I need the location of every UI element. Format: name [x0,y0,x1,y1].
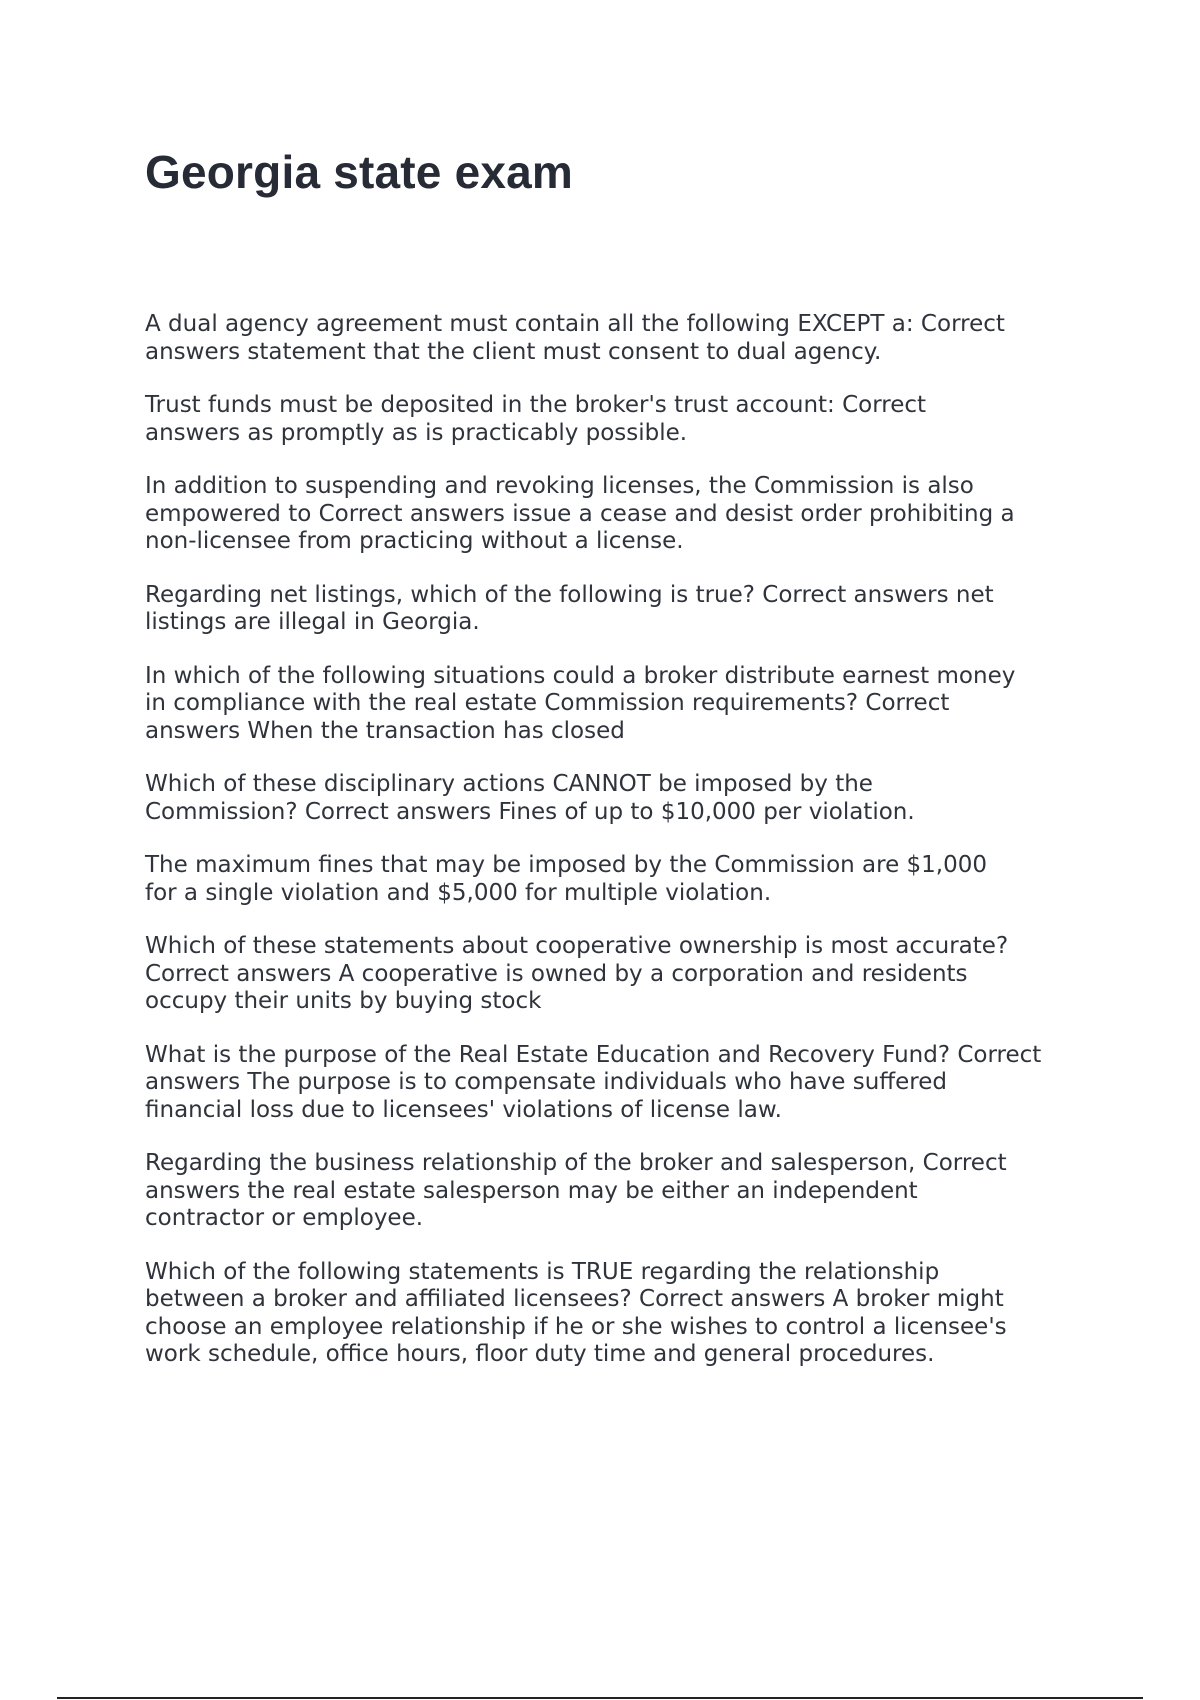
qa-item: In addition to suspending and revoking licenses, the Commission is also empowered to Correct answers issue a cease and desist order prohibiting a non-licensee from practicing without a license. [145,473,1015,554]
qa-item: Which of the following statements is TRUE regarding the relationship between a broker and affiliated licensees? Correct answers A broker might choose an employee relationship if he or she wishes to control a licensee's work schedule, office hours, floor duty time and general procedures. [145,1258,1007,1367]
qa-item: A dual agency agreement must contain all the following EXCEPT a: Correct answers statement that the client must consent to dual agency. [145,311,1005,365]
qa-list [145,311,1095,1395]
page-title: Georgia state exam [145,146,574,198]
qa-item: In which of the following situations could a broker distribute earnest money in compliance with the real estate Commission requirements? Correct answers When the transaction has closed [145,662,1016,744]
qa-item: Regarding the business relationship of the broker and salesperson, Correct answers the real estate salesperson may be either an independent contractor or employee. [145,1150,1007,1231]
qa-item: Which of these statements about cooperative ownership is most accurate? Correct answers A cooperative is owned by a corporation and residents occupy their units by buying stock [145,933,1009,1014]
qa-item: Which of these disciplinary actions CANNOT be imposed by the Commission? Correct answers Fines of up to $10,000 per violation. [145,771,915,825]
qa-item: Regarding net listings, which of the following is true? Correct answers net listings are illegal in Georgia. [145,581,994,635]
bottom-divider [57,1697,1143,1699]
qa-item: Trust funds must be deposited in the broker's trust account: Correct answers as promptly as is practicably possible. [145,392,927,446]
qa-item: The maximum fines that may be imposed by the Commission are $1,000 for a single violation and $5,000 for multiple violation. [145,852,988,906]
qa-item: What is the purpose of the Real Estate Education and Recovery Fund? Correct answers The purpose is to compensate individuals who have suffered financial loss due to licensees' violations of license law. [145,1041,1042,1123]
